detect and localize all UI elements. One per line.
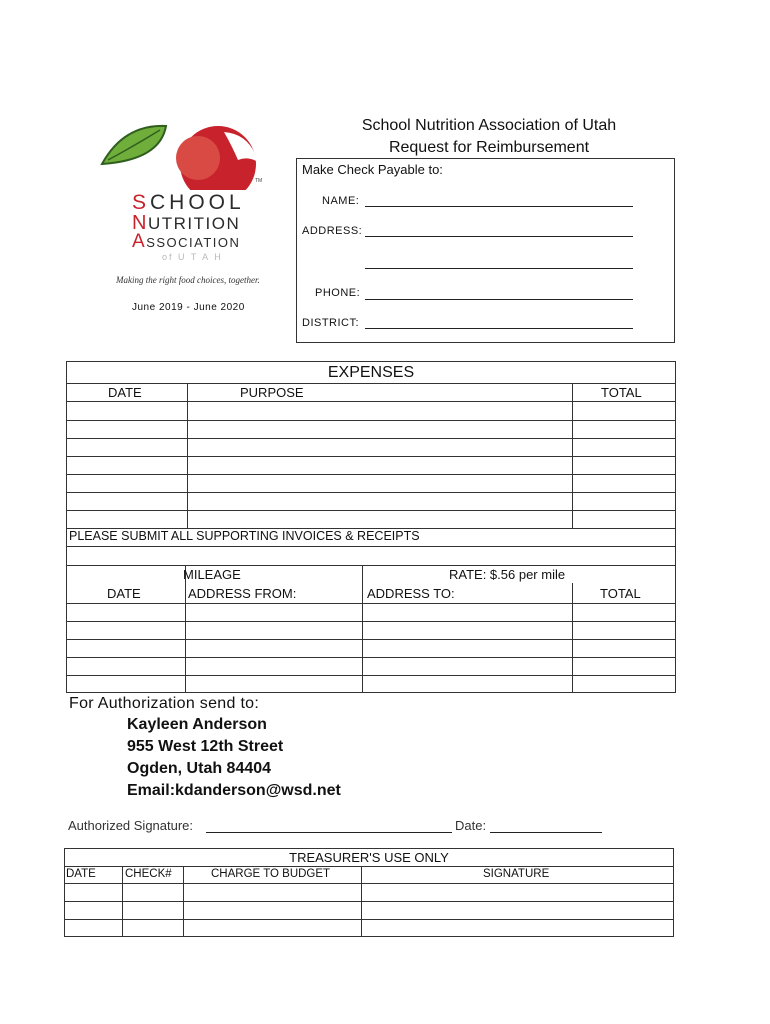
authorization-name: Kayleen Anderson	[127, 716, 267, 733]
name-field[interactable]	[365, 206, 633, 207]
authorization-street: 955 West 12th Street	[127, 738, 284, 755]
form-title: Request for Reimbursement	[388, 139, 590, 156]
mileage-rate: RATE: $.56 per mile	[449, 567, 566, 582]
expenses-note: PLEASE SUBMIT ALL SUPPORTING INVOICES & RECEIPTS	[69, 529, 420, 543]
logo-initial-a: A	[132, 231, 147, 252]
treasurer-col-signature: SIGNATURE	[483, 868, 550, 880]
mileage-col-total: TOTAL	[600, 586, 641, 601]
logo-text-chool: CHOOL	[150, 191, 245, 214]
mileage-col-from: ADDRESS FROM:	[188, 586, 297, 601]
phone-field[interactable]	[365, 299, 633, 300]
logo	[98, 118, 288, 318]
district-label: DISTRICT:	[302, 317, 360, 329]
logo-tagline: Making the right food choices, together.	[116, 275, 260, 285]
logo-text-ssociation: SSOCIATION	[146, 235, 241, 250]
logo-initial-n: N	[132, 212, 148, 234]
payable-box	[296, 158, 675, 343]
treasurer-col-check: CHECK#	[125, 868, 172, 880]
treasurer-col-budget: CHARGE TO BUDGET	[211, 868, 331, 880]
expenses-col-purpose: PURPOSE	[240, 385, 304, 400]
name-label: NAME:	[322, 195, 360, 207]
mileage-col-to: ADDRESS TO:	[367, 586, 455, 601]
address-field-2[interactable]	[365, 268, 633, 269]
signature-field[interactable]	[206, 832, 452, 833]
logo-line-utah: of U T A H	[162, 252, 223, 262]
expenses-table	[66, 361, 676, 693]
treasurer-title: TREASURER'S USE ONLY	[289, 850, 449, 865]
authorization-city: Ogden, Utah 84404	[127, 760, 272, 777]
district-field[interactable]	[365, 328, 633, 329]
phone-label: PHONE:	[315, 287, 361, 299]
logo-text-utrition: UTRITION	[147, 214, 241, 233]
authorization-heading: For Authorization send to:	[69, 695, 260, 712]
mileage-col-date: DATE	[107, 586, 141, 601]
expenses-title: EXPENSES	[327, 364, 415, 381]
apple-icon	[98, 118, 268, 190]
payable-heading: Make Check Payable to:	[302, 162, 443, 177]
expenses-col-total: TOTAL	[601, 385, 642, 400]
logo-initial-s: S	[132, 191, 151, 214]
address-label: ADDRESS:	[302, 225, 363, 237]
period-label: June 2019 - June 2020	[132, 302, 245, 313]
logo-line-association	[132, 231, 240, 253]
treasurer-col-date: DATE	[66, 868, 96, 880]
signature-label: Authorized Signature:	[68, 818, 194, 833]
org-title: School Nutrition Association of Utah	[361, 117, 617, 134]
address-field-1[interactable]	[365, 236, 633, 237]
signature-date-label: Date:	[455, 818, 487, 833]
expenses-col-date: DATE	[108, 385, 142, 400]
signature-date-field[interactable]	[490, 832, 602, 833]
authorization-email: Email:kdanderson@wsd.net	[127, 782, 341, 799]
logo-trademark: TM	[255, 178, 263, 184]
mileage-title: MILEAGE	[183, 567, 241, 582]
